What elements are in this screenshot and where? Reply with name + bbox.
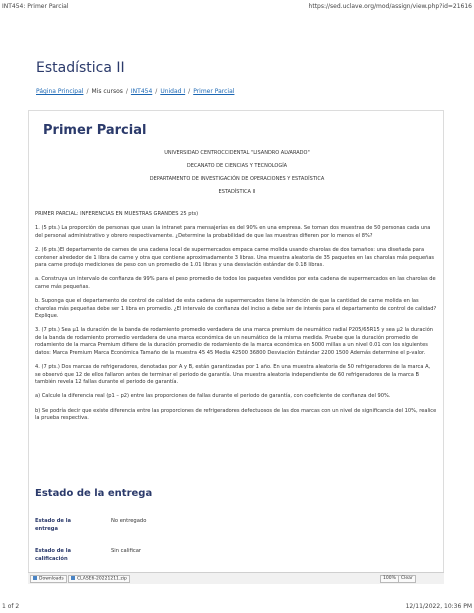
department-name: DEPARTAMENTO DE INVESTIGACIÓN DE OPERACIONES Y ESTADÍSTICA [149, 176, 325, 182]
breadcrumb-course-link[interactable]: INT454 [130, 88, 153, 95]
page-title: Primer Parcial [43, 123, 147, 138]
breadcrumb-assignment-link[interactable]: Primer Parcial [193, 88, 235, 95]
print-header-title: INT454: Primer Parcial [2, 3, 69, 10]
question-4: 4. (7 pts.) Dos marcas de refrigeradores, denotadas por A y B, están garantizadas por 1 año. En una muestra aleatoria de 50 refrigeradores de la marca A, se observó que 12 de ellos fallaron antes de terminar el periodo de garantía. Una muestra aleatoria independiente de 60 refrigeradores de la marca B también revela 12 fallas durante el periodo de garantía. [35, 364, 431, 385]
downloaded-file-button[interactable] [68, 575, 130, 583]
breadcrumb-separator: / [86, 88, 89, 95]
subject-name: ESTADÍSTICA II [218, 189, 256, 195]
assignment-description [35, 211, 437, 430]
downloads-button[interactable] [30, 575, 67, 583]
breadcrumb-home-link[interactable]: Página Principal [36, 88, 84, 95]
question-4a: a) Calcule la diferencia real (p1 – p2) entre las proporciones de fallas durante el periodo de garantía, con coeficiente de confianza del 90%. [35, 393, 391, 400]
assignment-header-lines [29, 147, 444, 199]
page-counter: 1 of 2 [2, 603, 20, 610]
submission-status-title: Estado de la entrega [35, 488, 153, 499]
download-icon [33, 576, 37, 580]
course-title: Estadística II [36, 60, 125, 76]
breadcrumb-separator: / [155, 88, 158, 95]
downloads-label: Downloads [39, 576, 64, 582]
question-2a: a. Construya un intervalo de confianza de 99% para el peso promedio de todos los paquetes vendidos por esta cadena de supermercados en las charolas de carne más pequeñas. [35, 276, 436, 290]
downloaded-file-name: CLASE6-20221211.zip [77, 576, 127, 582]
submission-status-table [35, 517, 335, 577]
exam-title: PRIMER PARCIAL: INFERENCIAS EN MUESTRAS GRANDES 25 pts) [35, 211, 199, 217]
question-2: 2. (6 pts.)El departamento de carnes de una cadena local de supermercados empaca carne molida usando charolas de dos tamaños: una diseñada para contener alrededor de 1 libra de carne y otra que contiene aproximadamente 3 libras. Una muestra aleatoria de 35 paquetes en las charolas más pequeñas para carne produjo mediciones de peso con un promedio de 1.01 libras y una desviación estándar de 0.18 libras. [35, 247, 435, 269]
breadcrumb-separator: / [188, 88, 191, 95]
file-icon [71, 576, 75, 580]
submission-status-label: Estado de la entrega [35, 518, 72, 532]
faculty-name: DECANATO DE CIENCIAS Y TECNOLOGÍA [186, 163, 288, 169]
clear-button[interactable]: Clear [398, 575, 416, 583]
submission-status-value: No entregado [111, 518, 147, 524]
breadcrumb-unit-link[interactable]: Unidad I [160, 88, 186, 95]
question-1: 1. (5 pts.) La proporción de personas que usan la intranet para mensajerías es del 90% en una empresa. Se toman dos muestras de 50 personas cada una del personal administrativo y obrero respectivamente. ¿Determine la probabilidad de que las muestras difieren por lo menos el 8%? [35, 225, 431, 239]
grading-status-value: Sin calificar [111, 548, 142, 554]
university-name: UNIVERSIDAD CENTROCCIDENTAL "LISANDRO ALVARADO" [164, 150, 310, 156]
assignment-card [28, 110, 444, 580]
breadcrumb [36, 88, 234, 95]
breadcrumb-my-courses: Mis cursos [91, 88, 123, 95]
zoom-level[interactable]: 100% [380, 575, 399, 583]
print-header [0, 0, 474, 14]
question-2b: b. Suponga que el departamento de control de calidad de esta cadena de supermercados tiene la intención de que la cantidad de carne molida en las charolas más pequeñas debe ser 1 libra en promedio. ¿El intervalo de confianza del inciso a debe ser de interés para el departamento de control de calidad? Explique. [35, 298, 437, 320]
table-row [35, 517, 335, 547]
print-header-url: https://sed.uclave.org/mod/assign/view.php?id=21616 [308, 3, 472, 10]
question-3: 3. (7 pts.) Sea μ1 la duración de la banda de rodamiento promedio verdadera de una marca premium de neumático radial P205/65R15 y sea μ2 la duración de la banda de rodamiento promedio verdadera de una marca económica de un neumático de la misma medida. Pruebe que la duración promedio de rodamiento de la marca Premium difiere de la duración promedio de rodamiento de la marca económica en 5000 millas a un nivel 0.01 con los siguientes datos: Marca Premium Marca Económica Tamaño de la muestra 45 45 Media 42500 36800 Desviación Estándar 2200 1500 Además determine el p-valor. [35, 327, 434, 356]
downloads-bar [28, 572, 444, 584]
print-timestamp: 12/11/2022, 10:36 PM [405, 603, 472, 610]
grading-status-label: Estado de la calificación [35, 548, 72, 562]
question-4b: b) Se podría decir que existe diferencia entre las proporciones de refrigeradores defectuosos de las dos marcas con un nivel de significancia del 10%, realice la prueba respectiva. [35, 407, 437, 422]
breadcrumb-separator: / [125, 88, 128, 95]
print-footer [0, 600, 474, 613]
